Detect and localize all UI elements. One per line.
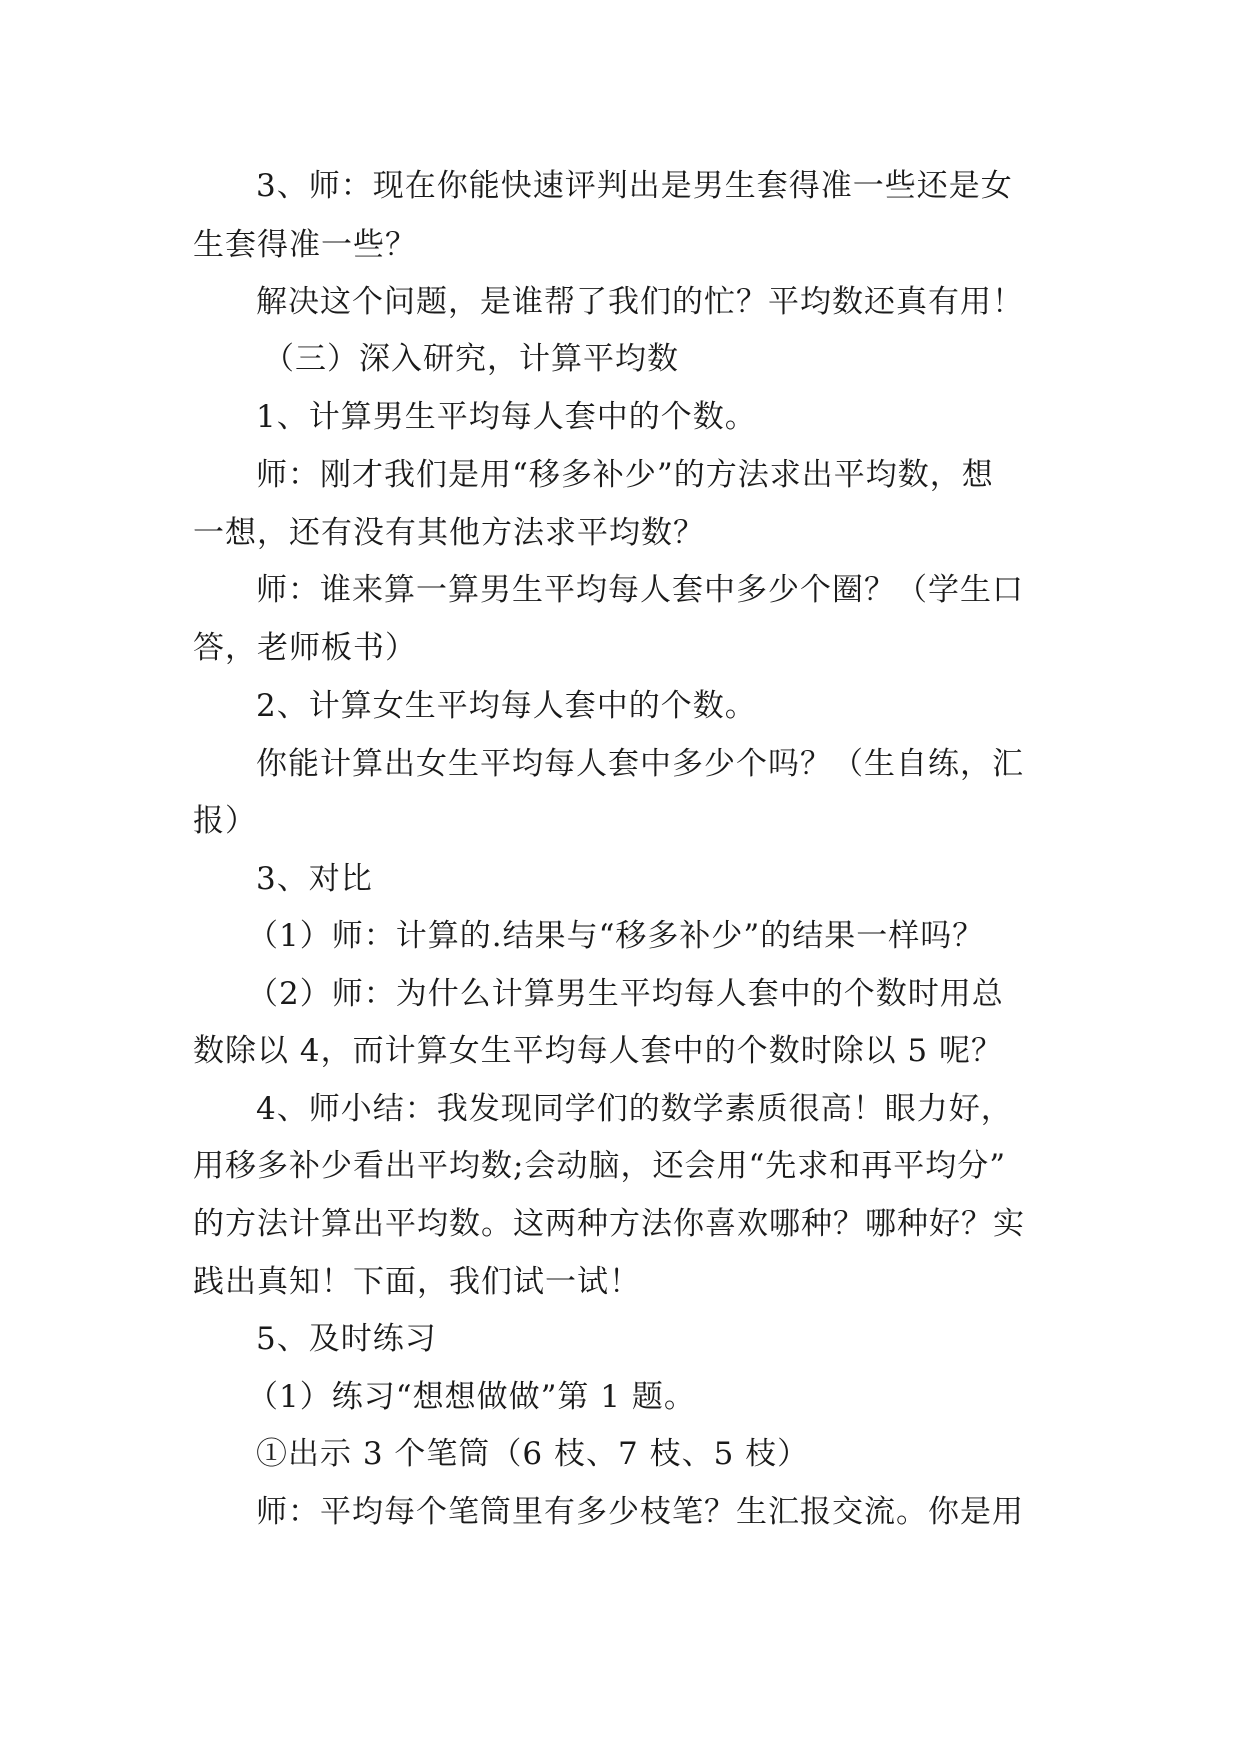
- paragraph-line: 解决这个问题，是谁帮了我们的忙？平均数还真有用！: [256, 284, 1024, 320]
- paragraph-line: ①出示 3 个笔筒（6 枝、7 枝、5 枝）: [256, 1436, 810, 1472]
- paragraph-line: 3、师：现在你能快速评判出是男生套得准一些还是女: [256, 168, 1013, 204]
- paragraph-line: （1）练习“想想做做”第 1 题。: [247, 1379, 696, 1415]
- paragraph-line: 践出真知！下面，我们试一试！: [193, 1264, 641, 1300]
- paragraph-line: 用移多补少看出平均数;会动脑，还会用“先求和再平均分”: [193, 1148, 1007, 1184]
- paragraph-line: 答，老师板书）: [193, 630, 417, 666]
- paragraph-line: 一想，还有没有其他方法求平均数？: [193, 515, 705, 551]
- paragraph-line: 生套得准一些？: [193, 227, 417, 263]
- paragraph-line: 你能计算出女生平均每人套中多少个吗？（生自练，汇: [256, 746, 1024, 782]
- paragraph-line: 4、师小结：我发现同学们的数学素质很高！眼力好，: [256, 1091, 1013, 1127]
- paragraph-line: 2、计算女生平均每人套中的个数。: [256, 688, 757, 724]
- paragraph-line: 1、计算男生平均每人套中的个数。: [256, 399, 757, 435]
- paragraph-line: （1）师：计算的.结果与“移多补少”的结果一样吗？: [247, 918, 985, 954]
- paragraph-line: 师：谁来算一算男生平均每人套中多少个圈？（学生口: [256, 572, 1024, 608]
- paragraph-line: 报）: [193, 803, 257, 839]
- paragraph-line: （2）师：为什么计算男生平均每人套中的个数时用总: [247, 976, 1004, 1012]
- paragraph-line: 师：刚才我们是用“移多补少”的方法求出平均数，想: [256, 457, 994, 493]
- paragraph-line: 的方法计算出平均数。这两种方法你喜欢哪种？哪种好？实: [193, 1206, 1025, 1242]
- paragraph-line: 数除以 4，而计算女生平均每人套中的个数时除以 5 呢？: [193, 1033, 1004, 1069]
- paragraph-line: 5、及时练习: [256, 1321, 437, 1357]
- paragraph-line: 师：平均每个笔筒里有多少枝笔？生汇报交流。你是用: [256, 1494, 1024, 1530]
- paragraph-line: 3、对比: [256, 861, 373, 897]
- section-heading: （三）深入研究，计算平均数: [263, 341, 679, 377]
